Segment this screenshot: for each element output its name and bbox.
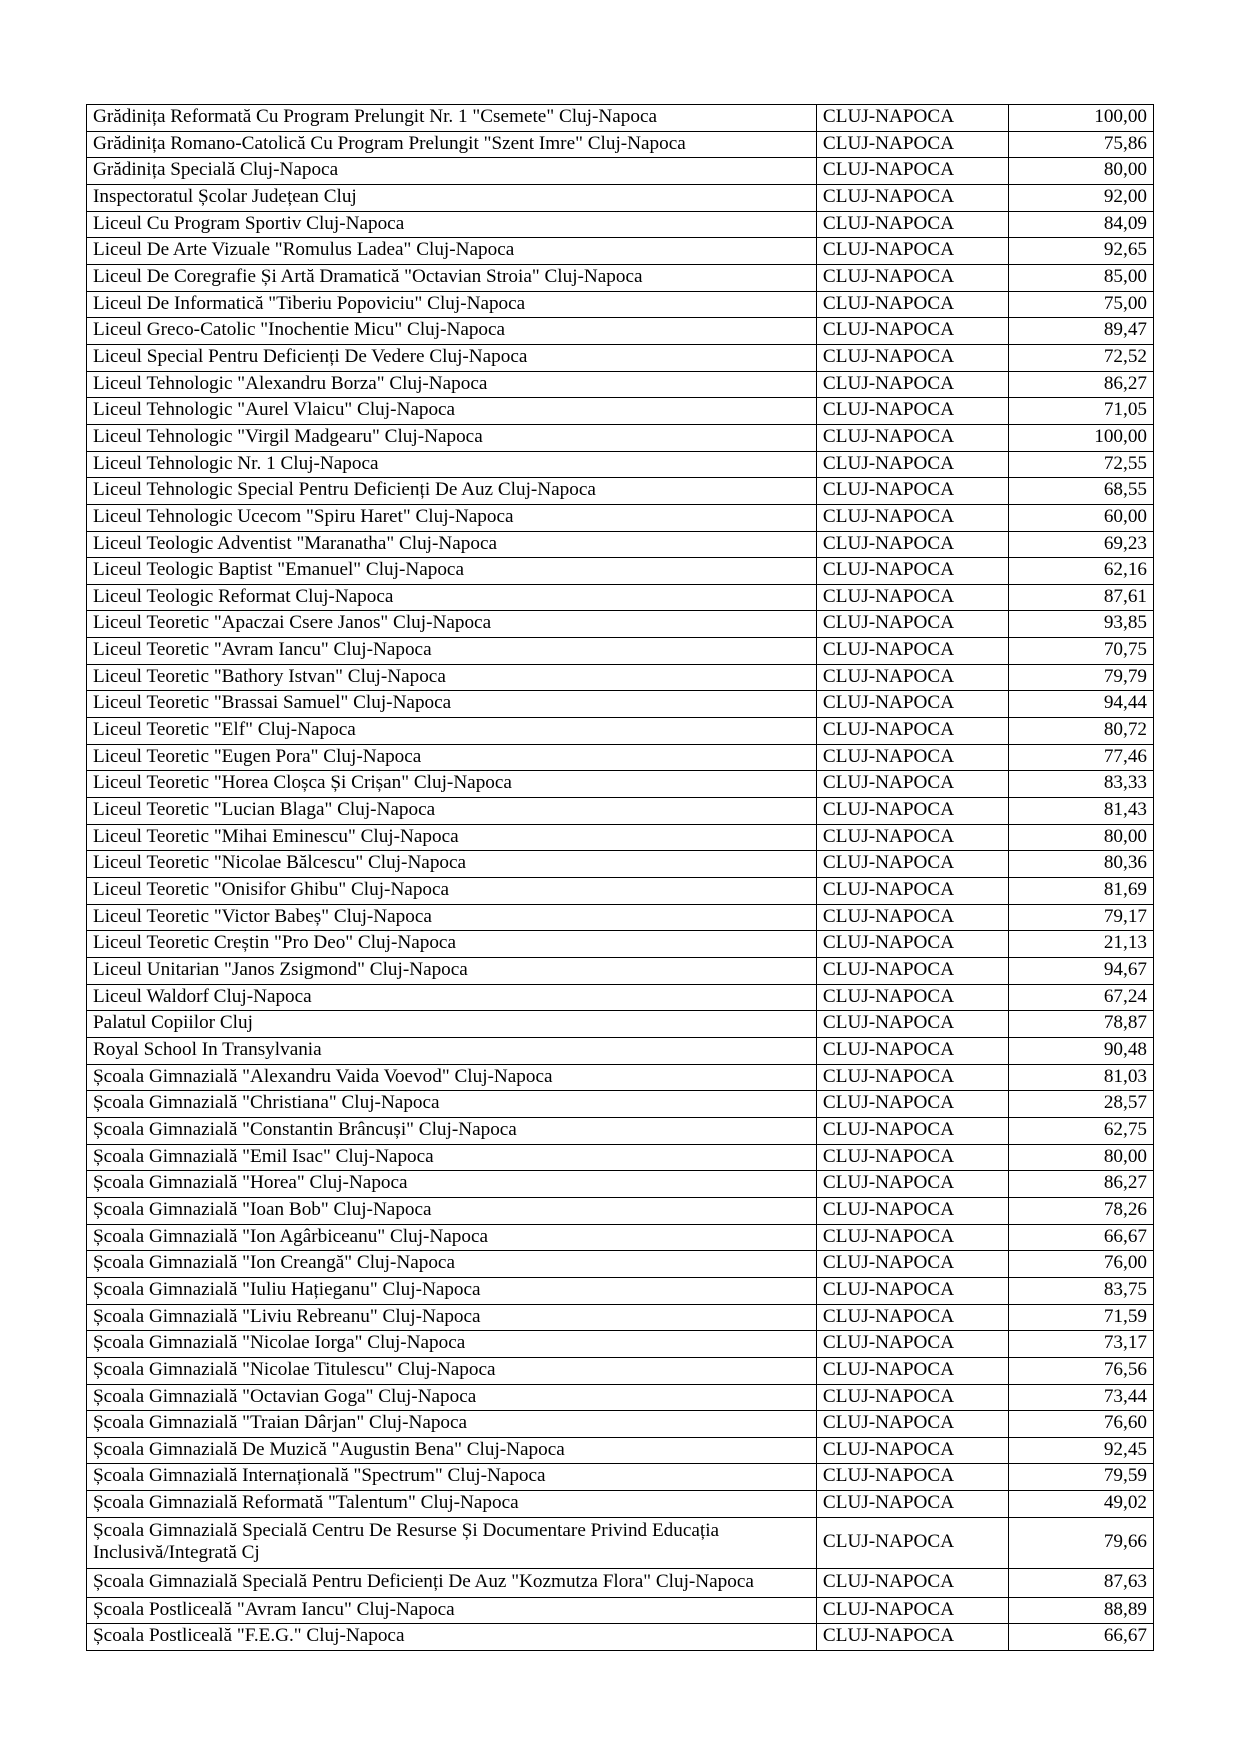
cell-percentage: 84,09 [1008,211,1153,238]
cell-locality: CLUJ-NAPOCA [816,1037,1008,1064]
cell-locality: CLUJ-NAPOCA [816,211,1008,238]
cell-locality: CLUJ-NAPOCA [816,1277,1008,1304]
cell-percentage: 79,66 [1008,1517,1153,1568]
cell-locality: CLUJ-NAPOCA [816,371,1008,398]
cell-locality: CLUJ-NAPOCA [816,1357,1008,1384]
table-row [87,558,1154,585]
cell-unit-name: Liceul Tehnologic "Aurel Vlaicu" Cluj-Napoca [87,398,817,425]
cell-unit-name: Liceul Tehnologic "Virgil Madgearu" Cluj-Napoca [87,424,817,451]
table-row [87,398,1154,425]
cell-unit-name: Inspectoratul Școlar Județean Cluj [87,184,817,211]
table-row [87,131,1154,158]
cell-percentage: 21,13 [1008,931,1153,958]
cell-unit-name: Școala Gimnazială "Traian Dârjan" Cluj-Napoca [87,1411,817,1438]
cell-unit-name: Liceul Waldorf Cluj-Napoca [87,984,817,1011]
table-row [87,638,1154,665]
cell-unit-name: Liceul Teoretic "Mihai Eminescu" Cluj-Napoca [87,824,817,851]
table-row [87,984,1154,1011]
cell-percentage: 76,56 [1008,1357,1153,1384]
cell-percentage: 100,00 [1008,105,1153,132]
cell-percentage: 85,00 [1008,264,1153,291]
cell-unit-name: Școala Gimnazială Specială Pentru Deficienți De Auz "Kozmutza Flora" Cluj-Napoca [87,1569,817,1598]
table-row [87,451,1154,478]
table-row [87,1117,1154,1144]
cell-unit-name: Liceul Teoretic "Nicolae Bălcescu" Cluj-Napoca [87,851,817,878]
table-row [87,184,1154,211]
table-row [87,158,1154,185]
table-row [87,718,1154,745]
cell-percentage: 76,60 [1008,1411,1153,1438]
cell-locality: CLUJ-NAPOCA [816,1091,1008,1118]
table-row [87,931,1154,958]
table-row [87,824,1154,851]
table-row [87,478,1154,505]
cell-unit-name: Liceul Teoretic Creștin "Pro Deo" Cluj-Napoca [87,931,817,958]
cell-unit-name: Liceul Unitarian "Janos Zsigmond" Cluj-Napoca [87,958,817,985]
table-row [87,584,1154,611]
cell-unit-name: Liceul Teoretic "Lucian Blaga" Cluj-Napoca [87,798,817,825]
table-row [87,1171,1154,1198]
cell-percentage: 81,43 [1008,798,1153,825]
cell-unit-name: Royal School In Transylvania [87,1037,817,1064]
cell-percentage: 80,00 [1008,824,1153,851]
school-results-table [86,104,1154,1651]
table-row [87,1437,1154,1464]
cell-locality: CLUJ-NAPOCA [816,798,1008,825]
cell-unit-name: Liceul Teoretic "Onisifor Ghibu" Cluj-Napoca [87,878,817,905]
cell-locality: CLUJ-NAPOCA [816,1197,1008,1224]
table-row [87,1517,1154,1568]
cell-percentage: 86,27 [1008,371,1153,398]
table-row [87,1384,1154,1411]
cell-percentage: 66,67 [1008,1624,1153,1651]
cell-percentage: 73,44 [1008,1384,1153,1411]
cell-percentage: 79,79 [1008,664,1153,691]
cell-unit-name: Liceul Teoretic "Victor Babeș" Cluj-Napoca [87,904,817,931]
table-row [87,958,1154,985]
cell-unit-name: Grădinița Romano-Catolică Cu Program Prelungit "Szent Imre" Cluj-Napoca [87,131,817,158]
table-row [87,238,1154,265]
table-row [87,1224,1154,1251]
cell-percentage: 90,48 [1008,1037,1153,1064]
cell-percentage: 93,85 [1008,611,1153,638]
cell-locality: CLUJ-NAPOCA [816,1569,1008,1598]
cell-unit-name: Școala Gimnazială "Alexandru Vaida Voevod" Cluj-Napoca [87,1064,817,1091]
cell-locality: CLUJ-NAPOCA [816,1464,1008,1491]
cell-percentage: 78,26 [1008,1197,1153,1224]
cell-percentage: 68,55 [1008,478,1153,505]
cell-percentage: 92,65 [1008,238,1153,265]
cell-locality: CLUJ-NAPOCA [816,611,1008,638]
cell-unit-name: Liceul Teologic Reformat Cluj-Napoca [87,584,817,611]
cell-unit-name: Școala Gimnazială "Horea" Cluj-Napoca [87,1171,817,1198]
table-row [87,1331,1154,1358]
cell-unit-name: Liceul Teoretic "Avram Iancu" Cluj-Napoca [87,638,817,665]
cell-locality: CLUJ-NAPOCA [816,1224,1008,1251]
cell-percentage: 80,00 [1008,1144,1153,1171]
table-row [87,1464,1154,1491]
table-row [87,798,1154,825]
cell-percentage: 71,59 [1008,1304,1153,1331]
cell-percentage: 69,23 [1008,531,1153,558]
cell-locality: CLUJ-NAPOCA [816,424,1008,451]
cell-locality: CLUJ-NAPOCA [816,184,1008,211]
cell-unit-name: Liceul Teoretic "Brassai Samuel" Cluj-Napoca [87,691,817,718]
cell-percentage: 83,75 [1008,1277,1153,1304]
table-row [87,1251,1154,1278]
table-body [87,105,1154,1651]
cell-unit-name: Școala Gimnazială "Liviu Rebreanu" Cluj-Napoca [87,1304,817,1331]
cell-percentage: 62,16 [1008,558,1153,585]
cell-locality: CLUJ-NAPOCA [816,744,1008,771]
cell-locality: CLUJ-NAPOCA [816,291,1008,318]
cell-locality: CLUJ-NAPOCA [816,158,1008,185]
cell-locality: CLUJ-NAPOCA [816,1437,1008,1464]
cell-locality: CLUJ-NAPOCA [816,264,1008,291]
cell-locality: CLUJ-NAPOCA [816,824,1008,851]
cell-percentage: 92,00 [1008,184,1153,211]
cell-locality: CLUJ-NAPOCA [816,344,1008,371]
cell-percentage: 78,87 [1008,1011,1153,1038]
table-row [87,264,1154,291]
table-row [87,291,1154,318]
cell-percentage: 49,02 [1008,1491,1153,1518]
cell-unit-name: Grădinița Specială Cluj-Napoca [87,158,817,185]
cell-unit-name: Liceul De Coregrafie Și Artă Dramatică "Octavian Stroia" Cluj-Napoca [87,264,817,291]
cell-percentage: 72,55 [1008,451,1153,478]
cell-unit-name: Liceul Teoretic "Eugen Pora" Cluj-Napoca [87,744,817,771]
cell-unit-name: Liceul Tehnologic Nr. 1 Cluj-Napoca [87,451,817,478]
table-row [87,424,1154,451]
cell-unit-name: Liceul Teoretic "Apaczai Csere Janos" Cluj-Napoca [87,611,817,638]
cell-unit-name: Liceul Greco-Catolic "Inochentie Micu" Cluj-Napoca [87,318,817,345]
cell-unit-name: Liceul Special Pentru Deficienți De Vedere Cluj-Napoca [87,344,817,371]
cell-unit-name: Școala Gimnazială "Ion Agârbiceanu" Cluj-Napoca [87,1224,817,1251]
cell-unit-name: Liceul De Informatică "Tiberiu Popoviciu" Cluj-Napoca [87,291,817,318]
cell-unit-name: Liceul Teologic Baptist "Emanuel" Cluj-Napoca [87,558,817,585]
cell-unit-name: Școala Postliceală "F.E.G." Cluj-Napoca [87,1624,817,1651]
cell-unit-name: Școala Postliceală "Avram Iancu" Cluj-Napoca [87,1597,817,1624]
table-row [87,1091,1154,1118]
cell-locality: CLUJ-NAPOCA [816,1384,1008,1411]
cell-percentage: 94,67 [1008,958,1153,985]
table-row [87,744,1154,771]
table-row [87,318,1154,345]
cell-percentage: 73,17 [1008,1331,1153,1358]
table-row [87,1037,1154,1064]
cell-locality: CLUJ-NAPOCA [816,504,1008,531]
cell-locality: CLUJ-NAPOCA [816,1011,1008,1038]
cell-unit-name: Liceul Teoretic "Elf" Cluj-Napoca [87,718,817,745]
cell-locality: CLUJ-NAPOCA [816,904,1008,931]
cell-locality: CLUJ-NAPOCA [816,1064,1008,1091]
cell-unit-name: Liceul De Arte Vizuale "Romulus Ladea" Cluj-Napoca [87,238,817,265]
table-row [87,1357,1154,1384]
table-row [87,1197,1154,1224]
cell-percentage: 80,00 [1008,158,1153,185]
cell-percentage: 70,75 [1008,638,1153,665]
table-row [87,1277,1154,1304]
cell-percentage: 88,89 [1008,1597,1153,1624]
cell-locality: CLUJ-NAPOCA [816,1331,1008,1358]
cell-locality: CLUJ-NAPOCA [816,958,1008,985]
cell-locality: CLUJ-NAPOCA [816,771,1008,798]
cell-percentage: 81,69 [1008,878,1153,905]
cell-unit-name: Școala Gimnazială "Ioan Bob" Cluj-Napoca [87,1197,817,1224]
cell-locality: CLUJ-NAPOCA [816,664,1008,691]
cell-percentage: 83,33 [1008,771,1153,798]
cell-unit-name: Școala Gimnazială "Emil Isac" Cluj-Napoca [87,1144,817,1171]
cell-unit-name: Școala Gimnazială "Nicolae Titulescu" Cluj-Napoca [87,1357,817,1384]
cell-locality: CLUJ-NAPOCA [816,558,1008,585]
cell-locality: CLUJ-NAPOCA [816,238,1008,265]
cell-percentage: 86,27 [1008,1171,1153,1198]
cell-locality: CLUJ-NAPOCA [816,851,1008,878]
cell-locality: CLUJ-NAPOCA [816,984,1008,1011]
cell-unit-name: Școala Gimnazială "Ion Creangă" Cluj-Napoca [87,1251,817,1278]
cell-locality: CLUJ-NAPOCA [816,1411,1008,1438]
cell-percentage: 67,24 [1008,984,1153,1011]
table-row [87,691,1154,718]
table-row [87,105,1154,132]
cell-percentage: 76,00 [1008,1251,1153,1278]
cell-locality: CLUJ-NAPOCA [816,1491,1008,1518]
cell-unit-name: Școala Gimnazială Reformată "Talentum" Cluj-Napoca [87,1491,817,1518]
table-row [87,1569,1154,1598]
table-row [87,1144,1154,1171]
cell-percentage: 75,00 [1008,291,1153,318]
cell-unit-name: Școala Gimnazială "Octavian Goga" Cluj-Napoca [87,1384,817,1411]
table-row [87,878,1154,905]
cell-unit-name: Liceul Teoretic "Horea Cloșca Și Crișan" Cluj-Napoca [87,771,817,798]
cell-locality: CLUJ-NAPOCA [816,531,1008,558]
cell-percentage: 66,67 [1008,1224,1153,1251]
table-row [87,371,1154,398]
cell-percentage: 80,72 [1008,718,1153,745]
table-row [87,211,1154,238]
cell-unit-name: Școala Gimnazială "Constantin Brâncuși" Cluj-Napoca [87,1117,817,1144]
cell-locality: CLUJ-NAPOCA [816,931,1008,958]
table-row [87,851,1154,878]
cell-percentage: 60,00 [1008,504,1153,531]
cell-percentage: 72,52 [1008,344,1153,371]
cell-percentage: 62,75 [1008,1117,1153,1144]
cell-unit-name: Liceul Tehnologic Special Pentru Deficienți De Auz Cluj-Napoca [87,478,817,505]
cell-percentage: 77,46 [1008,744,1153,771]
cell-percentage: 80,36 [1008,851,1153,878]
cell-unit-name: Liceul Tehnologic Ucecom "Spiru Haret" Cluj-Napoca [87,504,817,531]
cell-percentage: 89,47 [1008,318,1153,345]
cell-percentage: 28,57 [1008,1091,1153,1118]
table-row [87,531,1154,558]
cell-unit-name: Liceul Teologic Adventist "Maranatha" Cluj-Napoca [87,531,817,558]
cell-percentage: 79,59 [1008,1464,1153,1491]
cell-percentage: 81,03 [1008,1064,1153,1091]
cell-locality: CLUJ-NAPOCA [816,478,1008,505]
cell-unit-name: Grădinița Reformată Cu Program Prelungit Nr. 1 "Csemete" Cluj-Napoca [87,105,817,132]
cell-unit-name: Palatul Copiilor Cluj [87,1011,817,1038]
cell-unit-name: Școala Gimnazială "Nicolae Iorga" Cluj-Napoca [87,1331,817,1358]
cell-locality: CLUJ-NAPOCA [816,878,1008,905]
cell-unit-name: Școala Gimnazială "Christiana" Cluj-Napoca [87,1091,817,1118]
cell-unit-name: Școala Gimnazială "Iuliu Hațieganu" Cluj-Napoca [87,1277,817,1304]
table-row [87,1597,1154,1624]
cell-locality: CLUJ-NAPOCA [816,398,1008,425]
cell-locality: CLUJ-NAPOCA [816,1171,1008,1198]
table-row [87,1304,1154,1331]
table-row [87,1064,1154,1091]
table-row [87,611,1154,638]
cell-locality: CLUJ-NAPOCA [816,638,1008,665]
cell-percentage: 94,44 [1008,691,1153,718]
cell-locality: CLUJ-NAPOCA [816,131,1008,158]
cell-percentage: 87,63 [1008,1569,1153,1598]
cell-locality: CLUJ-NAPOCA [816,1304,1008,1331]
table-row [87,1411,1154,1438]
cell-unit-name: Liceul Cu Program Sportiv Cluj-Napoca [87,211,817,238]
table-row [87,504,1154,531]
table-row [87,771,1154,798]
cell-locality: CLUJ-NAPOCA [816,584,1008,611]
cell-percentage: 75,86 [1008,131,1153,158]
cell-percentage: 87,61 [1008,584,1153,611]
cell-unit-name: Școala Gimnazială De Muzică "Augustin Bena" Cluj-Napoca [87,1437,817,1464]
cell-percentage: 71,05 [1008,398,1153,425]
cell-unit-name: Liceul Tehnologic "Alexandru Borza" Cluj-Napoca [87,371,817,398]
cell-locality: CLUJ-NAPOCA [816,1624,1008,1651]
table-row [87,664,1154,691]
cell-locality: CLUJ-NAPOCA [816,1144,1008,1171]
table-row [87,904,1154,931]
cell-unit-name: Școala Gimnazială Internațională "Spectrum" Cluj-Napoca [87,1464,817,1491]
cell-percentage: 100,00 [1008,424,1153,451]
cell-unit-name: Școala Gimnazială Specială Centru De Resurse Și Documentare Privind Educația Inclusivă/Integrată Cj [87,1517,817,1568]
table-row [87,1011,1154,1038]
cell-locality: CLUJ-NAPOCA [816,1251,1008,1278]
table-row [87,1624,1154,1651]
cell-locality: CLUJ-NAPOCA [816,1517,1008,1568]
cell-unit-name: Liceul Teoretic "Bathory Istvan" Cluj-Napoca [87,664,817,691]
cell-locality: CLUJ-NAPOCA [816,1117,1008,1144]
table-row [87,344,1154,371]
cell-locality: CLUJ-NAPOCA [816,691,1008,718]
cell-percentage: 92,45 [1008,1437,1153,1464]
cell-locality: CLUJ-NAPOCA [816,451,1008,478]
cell-locality: CLUJ-NAPOCA [816,718,1008,745]
cell-percentage: 79,17 [1008,904,1153,931]
cell-locality: CLUJ-NAPOCA [816,1597,1008,1624]
cell-locality: CLUJ-NAPOCA [816,318,1008,345]
table-row [87,1491,1154,1518]
cell-locality: CLUJ-NAPOCA [816,105,1008,132]
